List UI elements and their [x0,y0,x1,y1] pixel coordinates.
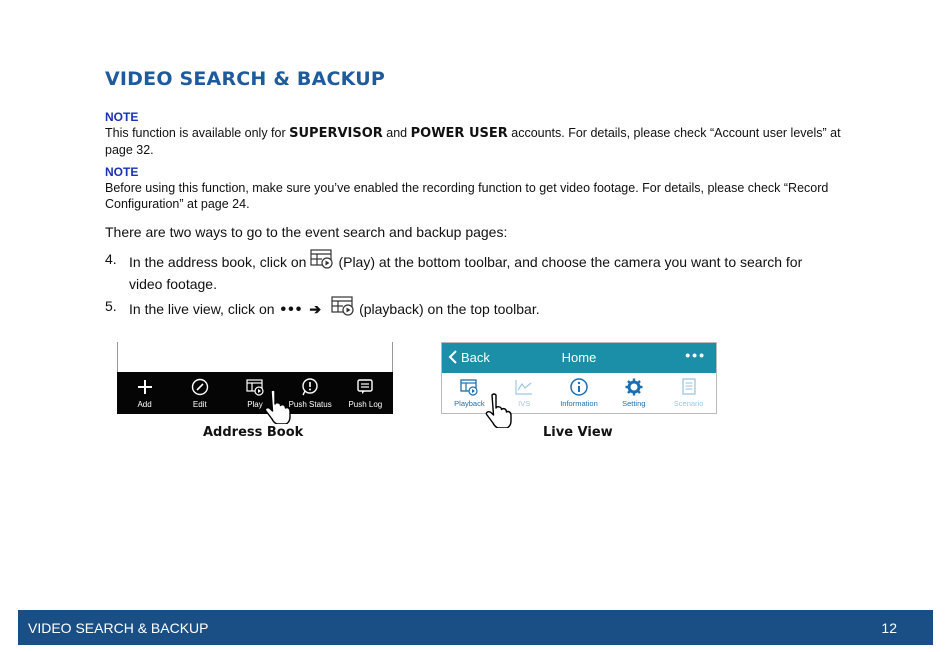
ab-push-status-button[interactable]: Push Status [283,378,338,409]
ab-add-button[interactable]: Add [117,378,172,409]
address-book-content [117,342,393,372]
lv-playback-button[interactable]: Playback [442,378,496,408]
page-footer [18,610,933,645]
plus-icon [136,378,154,396]
address-book-caption: Address Book [203,425,304,440]
alert-icon [301,378,319,396]
power-user-term: POWER USER [410,126,508,141]
page-title: VIDEO SEARCH & BACKUP [105,68,386,90]
lv-ivs-button[interactable]: IVS [497,378,551,408]
ab-push-log-button[interactable]: Push Log [338,378,393,409]
address-book-screenshot [117,342,393,414]
lv-information-button[interactable]: Information [552,378,606,408]
more-dots-icon[interactable]: ••• [685,347,706,363]
intro-text: There are two ways to go to the event search and backup pages: [105,224,508,240]
note-label-1: NOTE [105,110,139,124]
document-icon [680,378,698,396]
gear-icon [625,378,643,396]
lv-setting-button[interactable]: Setting [607,378,661,408]
playback-icon [331,296,355,321]
back-button[interactable]: Back [448,349,490,365]
message-icon [356,378,374,396]
note-label-2: NOTE [105,165,139,179]
info-icon [570,378,588,396]
live-view-home-title: Home [561,350,597,365]
more-dots-icon: ••• [280,301,304,318]
live-view-header [442,343,716,373]
chart-icon [515,378,533,396]
ab-edit-button[interactable]: Edit [172,378,227,409]
edit-icon [191,378,209,396]
page-number: 12 [881,620,897,636]
note-text-1: This function is available only for SUPERVISOR and POWER USER accounts. For details, please check “Account user levels” at page 32. [105,126,841,157]
playback-icon [460,378,478,396]
pointing-hand-icon [262,388,292,424]
play-grid-icon [310,249,334,274]
lv-scenario-button[interactable]: Scenario [662,378,716,408]
ab-play-button[interactable]: Play [227,378,282,409]
supervisor-term: SUPERVISOR [289,126,383,141]
live-view-caption: Live View [543,425,613,440]
footer-title: VIDEO SEARCH & BACKUP [28,620,209,636]
arrow-icon: ➔ [309,301,322,317]
pointing-hand-icon [483,392,513,428]
note-text-2: Before using this function, make sure you’ve enabled the recording function to get video footage. For details, please check “Record Configuration” at page 24. [105,181,829,211]
address-book-toolbar [117,372,393,414]
